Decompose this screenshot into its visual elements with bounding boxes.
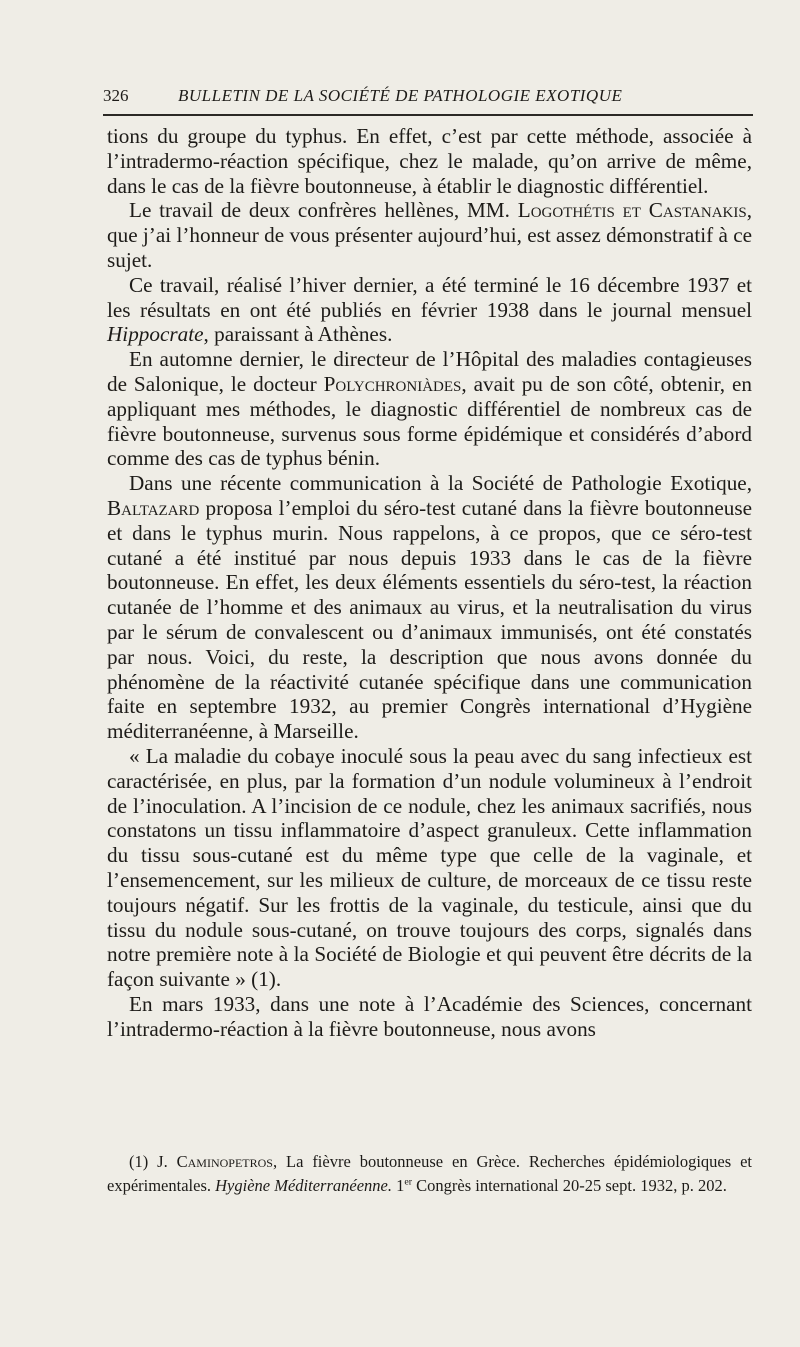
paragraph-6: « La maladie du cobaye inoculé sous la peau avec du sang infectieux est caractérisée, en plus, par la formation d’un nodule volumineux à l’endroit de l’inoculation. A l’incision de ce nodule, chez les animaux sacrifiés, nous constatons un tissu inflammatoire d’aspect granuleux. Cette inflammation du tissu sous-cutané est du même type que celle de la vaginale, et l’ensemencement, sur les milieux de culture, de morceaux de ce tissu reste toujours négatif. Sur les frottis de la vaginale, du testicule, ainsi que du tissu du nodule sous-cutané, on trouve toujours des corps, signalés dans notre première note à la Société de Biologie et qui peuvent être décrits de la façon suivante » (1). [107,743,752,992]
author-name: Baltazard [107,495,200,520]
footnote-1: (1) J. Caminopetros, La fièvre boutonneuse en Grèce. Recherches épidémiologiques et expérimentales. Hygiène Méditerranéenne. 1er Congrès international 20-25 sept. 1932, p. 202. [107,1152,752,1195]
body-text [107,124,752,1041]
doctor-name: Polychroniàdes [323,371,462,396]
running-title: BULLETIN DE LA SOCIÉTÉ DE PATHOLOGIE EXOTIQUE [178,86,623,105]
paragraph-4: En automne dernier, le directeur de l’Hôpital des maladies contagieuses de Salonique, le docteur Polychroniàdes, avait pu de son côté, obtenir, en appliquant mes méthodes, le diagnostic différentiel de nombreux cas de fièvre boutonneuse, survenus sous forme épidémique et considérés d’abord comme des cas de typhus bénin. [107,347,753,471]
journal-title: Hippocrate [107,322,204,347]
paragraph-7: En mars 1933, dans une note à l’Académie des Sciences, concernant l’intradermo-réaction à la fièvre boutonneuse, nous avons [107,991,752,1041]
page-number: 326 [103,86,129,105]
author-names: Logothétis et Castanakis [517,198,747,223]
paragraph-3: Ce travail, réalisé l’hiver dernier, a été terminé le 16 décembre 1937 et les résultats en ont été publiés en février 1938 dans le journal mensuel Hippocrate, paraissant à Athènes. [107,272,752,347]
paragraph-5: Dans une récente communication à la Société de Pathologie Exotique, Baltazard proposa l’emploi du séro-test cutané dans la fièvre boutonneuse et dans le typhus murin. Nous rappelons, à ce propos, que ce séro-test cutané a été institué par nous depuis 1933 dans le cas de la fièvre boutonneuse. En effet, les deux éléments essentiels du séro-test, la réaction cutanée de l’homme et des animaux au virus, et la neutralisation du virus par le sérum de convalescent ou d’animaux immunisés, ont été constatés par nous. Voici, du reste, la description que nous avons donnée du phénomène de la réactivité cutanée spécifique dans une communication faite en septembre 1932, au premier Congrès international d’Hygiène méditerranéenne, à Marseille. [107,471,752,744]
footnote-author: Caminopetros [176,1152,273,1171]
footnote-journal: Hygiène Méditerranéenne. [215,1176,392,1195]
paragraph-2: Le travail de deux confrères hellènes, MM. Logothétis et Castanakis, que j’ai l’honneur de vous présenter aujourd’hui, est assez démonstratif à ce sujet. [107,198,753,272]
paragraph-1: tions du groupe du typhus. En effet, c’est par cette méthode, associée à l’intradermo-réaction spécifique, chez le malade, qu’on arrive de même, dans le cas de la fièvre boutonneuse, à établir le diagnostic différentiel. [107,124,752,198]
footnotes [107,1150,752,1198]
header-rule [103,114,753,116]
